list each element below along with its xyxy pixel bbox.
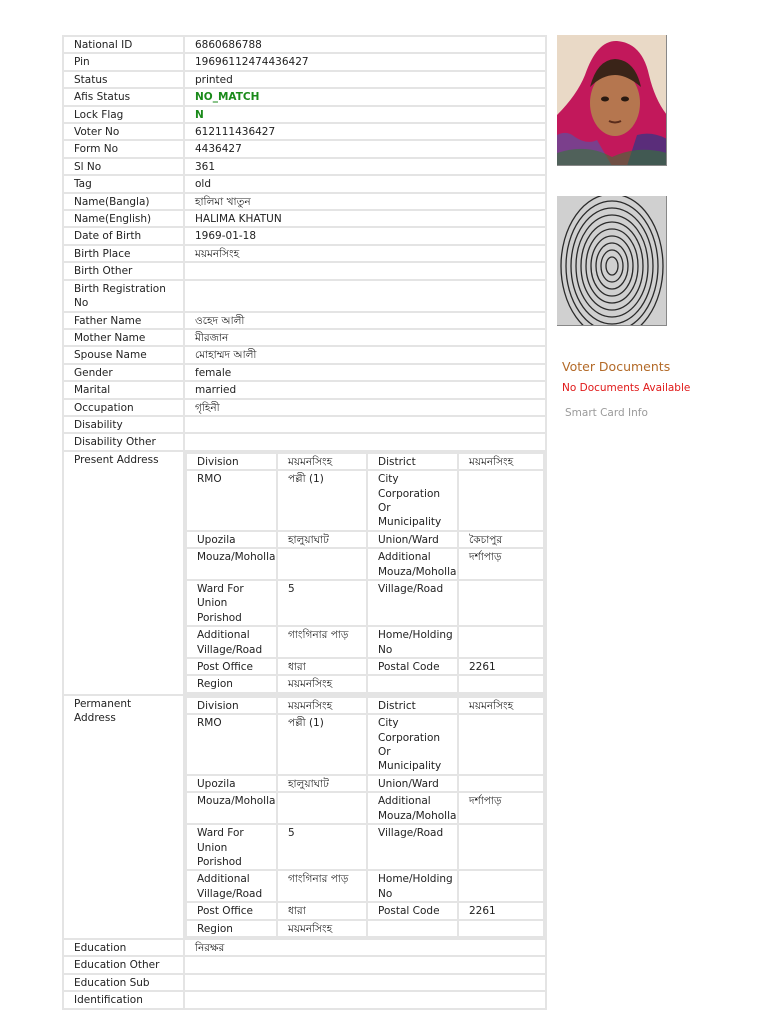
permanent-mouza-moholla-value	[277, 792, 367, 824]
portrait-image	[557, 35, 667, 166]
present-mouza-moholla-label: Mouza/Moholla	[186, 548, 277, 580]
permanent-home-holding-no-label: Home/Holding No	[367, 870, 458, 902]
row-father-name	[63, 312, 546, 329]
permanent-village-road-label: Village/Road	[367, 824, 458, 870]
present-region-value: ময়মনসিংহ	[277, 675, 367, 692]
status-label: Status	[63, 71, 184, 88]
name-bangla-value: হালিমা খাতুন	[184, 193, 546, 210]
row-education	[63, 939, 546, 956]
permanent-postal-code-value: 2261	[458, 902, 544, 919]
voter-no-value: 612111436427	[184, 123, 546, 140]
permanent-city-corporation-value	[458, 714, 544, 775]
present-additional-village-road-value: গাংগিনার পাড়	[277, 626, 367, 658]
date-of-birth-label: Date of Birth	[63, 227, 184, 244]
birth-place-value: ময়মনসিংহ	[184, 245, 546, 262]
row-birth-place	[63, 245, 546, 262]
row-pin	[63, 53, 546, 70]
present-region-label: Region	[186, 675, 277, 692]
form-no-label: Form No	[63, 140, 184, 157]
present-district-value: ময়মনসিংহ	[458, 453, 544, 470]
permanent-mouza-moholla-label: Mouza/Moholla	[186, 792, 277, 824]
row-permanent-address	[63, 695, 546, 939]
row-tag	[63, 175, 546, 192]
present-upozila-value: হালুয়াঘাট	[277, 531, 367, 548]
row-name-english	[63, 210, 546, 227]
row-voter-no	[63, 123, 546, 140]
permanent-rmo-value: পল্লী (1)	[277, 714, 367, 775]
pin-value: 19696112474436427	[184, 53, 546, 70]
fingerprint-icon	[557, 196, 667, 326]
present-mouza-moholla-value	[277, 548, 367, 580]
permanent-additional-mouza-moholla-value: দর্শাপাড়	[458, 792, 544, 824]
education-label: Education	[63, 939, 184, 956]
national-id-label: National ID	[63, 36, 184, 53]
row-mother-name	[63, 329, 546, 346]
gender-value: female	[184, 364, 546, 381]
name-english-value: HALIMA KHATUN	[184, 210, 546, 227]
marital-label: Marital	[63, 381, 184, 398]
permanent-address-table	[185, 696, 545, 938]
sl-no-label: Sl No	[63, 158, 184, 175]
present-division-label: Division	[186, 453, 277, 470]
present-ward-for-union-porishod-value: 5	[277, 580, 367, 626]
row-education-other	[63, 956, 546, 973]
present-postal-code-value: 2261	[458, 658, 544, 675]
birth-place-label: Birth Place	[63, 245, 184, 262]
fingerprint-image	[557, 196, 667, 326]
lock-flag-label: Lock Flag	[63, 106, 184, 123]
disability-value	[184, 416, 546, 433]
permanent-additional-mouza-moholla-label: Additional Mouza/Moholla	[367, 792, 458, 824]
education-value: নিরক্ষর	[184, 939, 546, 956]
pin-label: Pin	[63, 53, 184, 70]
name-english-label: Name(English)	[63, 210, 184, 227]
row-present-address	[63, 451, 546, 695]
form-no-value: 4436427	[184, 140, 546, 157]
present-address-label: Present Address	[63, 451, 184, 695]
marital-value: married	[184, 381, 546, 398]
status-value: printed	[184, 71, 546, 88]
row-form-no	[63, 140, 546, 157]
no-documents-message: No Documents Available	[562, 382, 691, 394]
present-additional-mouza-moholla-label: Additional Mouza/Moholla	[367, 548, 458, 580]
mother-name-label: Mother Name	[63, 329, 184, 346]
voter-photo	[557, 35, 667, 166]
present-post-office-value: ধারা	[277, 658, 367, 675]
present-home-holding-no-value	[458, 626, 544, 658]
permanent-postal-code-label: Postal Code	[367, 902, 458, 919]
father-name-label: Father Name	[63, 312, 184, 329]
permanent-address-label: Permanent Address	[63, 695, 184, 939]
present-district-label: District	[367, 453, 458, 470]
row-sl-no	[63, 158, 546, 175]
permanent-region-value: ময়মনসিংহ	[277, 920, 367, 937]
present-village-road-value	[458, 580, 544, 626]
row-occupation	[63, 399, 546, 416]
occupation-label: Occupation	[63, 399, 184, 416]
row-marital	[63, 381, 546, 398]
present-additional-village-road-label: Additional Village/Road	[186, 626, 277, 658]
permanent-union-ward-label: Union/Ward	[367, 775, 458, 792]
permanent-union-ward-value	[458, 775, 544, 792]
table-bottom-edge	[62, 985, 547, 999]
afis-status-label: Afis Status	[63, 88, 184, 105]
permanent-additional-village-road-label: Additional Village/Road	[186, 870, 277, 902]
national-id-value: 6860686788	[184, 36, 546, 53]
permanent-region-label: Region	[186, 920, 277, 937]
present-city-corporation-label: City Corporation Or Municipality	[367, 470, 458, 531]
row-lock-flag	[63, 106, 546, 123]
present-rmo-value: পল্লী (1)	[277, 470, 367, 531]
permanent-district-label: District	[367, 697, 458, 714]
mother-name-value: মীরজান	[184, 329, 546, 346]
row-disability	[63, 416, 546, 433]
birth-other-label: Birth Other	[63, 262, 184, 279]
birth-other-value	[184, 262, 546, 279]
spouse-name-label: Spouse Name	[63, 346, 184, 363]
smart-card-info-link[interactable]: Smart Card Info	[565, 407, 648, 419]
present-rmo-label: RMO	[186, 470, 277, 531]
present-post-office-label: Post Office	[186, 658, 277, 675]
permanent-division-label: Division	[186, 697, 277, 714]
permanent-upozila-label: Upozila	[186, 775, 277, 792]
row-gender	[63, 364, 546, 381]
permanent-post-office-value: ধারা	[277, 902, 367, 919]
row-name-bangla	[63, 193, 546, 210]
permanent-division-value: ময়মনসিংহ	[277, 697, 367, 714]
permanent-upozila-value: হালুয়াঘাট	[277, 775, 367, 792]
present-union-ward-label: Union/Ward	[367, 531, 458, 548]
permanent-city-corporation-label: City Corporation Or Municipality	[367, 714, 458, 775]
sl-no-value: 361	[184, 158, 546, 175]
present-home-holding-no-label: Home/Holding No	[367, 626, 458, 658]
lock-flag-value: N	[184, 106, 546, 123]
voter-no-label: Voter No	[63, 123, 184, 140]
present-division-value: ময়মনসিংহ	[277, 453, 367, 470]
row-disability-other	[63, 433, 546, 450]
date-of-birth-value: 1969-01-18	[184, 227, 546, 244]
present-upozila-label: Upozila	[186, 531, 277, 548]
permanent-ward-for-union-porishod-label: Ward For Union Porishod	[186, 824, 277, 870]
occupation-value: গৃহিনী	[184, 399, 546, 416]
present-additional-mouza-moholla-value: দর্শাপাড়	[458, 548, 544, 580]
education-sub-label: Education Sub	[63, 974, 184, 991]
father-name-value: ওহেদ আলী	[184, 312, 546, 329]
permanent-village-road-value	[458, 824, 544, 870]
permanent-additional-village-road-value: গাংগিনার পাড়	[277, 870, 367, 902]
identification-label: Identification	[63, 991, 184, 1008]
present-city-corporation-value	[458, 470, 544, 531]
disability-label: Disability	[63, 416, 184, 433]
permanent-rmo-label: RMO	[186, 714, 277, 775]
row-national-id	[63, 36, 546, 53]
tag-value: old	[184, 175, 546, 192]
voter-documents-title: Voter Documents	[562, 359, 671, 374]
permanent-home-holding-no-value	[458, 870, 544, 902]
permanent-ward-for-union-porishod-value: 5	[277, 824, 367, 870]
education-other-label: Education Other	[63, 956, 184, 973]
row-afis-status	[63, 88, 546, 105]
row-spouse-name	[63, 346, 546, 363]
afis-status-value: NO_MATCH	[184, 88, 546, 105]
present-postal-code-label: Postal Code	[367, 658, 458, 675]
present-address-table	[185, 452, 545, 694]
permanent-post-office-label: Post Office	[186, 902, 277, 919]
name-bangla-label: Name(Bangla)	[63, 193, 184, 210]
disability-other-value	[184, 433, 546, 450]
spouse-name-value: মোহাম্মদ আলী	[184, 346, 546, 363]
education-other-value	[184, 956, 546, 973]
tag-label: Tag	[63, 175, 184, 192]
gender-label: Gender	[63, 364, 184, 381]
disability-other-label: Disability Other	[63, 433, 184, 450]
present-village-road-label: Village/Road	[367, 580, 458, 626]
birth-registration-no-label: Birth Registration No	[63, 280, 184, 312]
birth-registration-no-value	[184, 280, 546, 312]
permanent-district-value: ময়মনসিংহ	[458, 697, 544, 714]
present-union-ward-value: কৈচাপুর	[458, 531, 544, 548]
row-status	[63, 71, 546, 88]
row-birth-registration-no	[63, 280, 546, 312]
row-birth-other	[63, 262, 546, 279]
present-ward-for-union-porishod-label: Ward For Union Porishod	[186, 580, 277, 626]
row-date-of-birth	[63, 227, 546, 244]
voter-info-table	[62, 35, 547, 1010]
